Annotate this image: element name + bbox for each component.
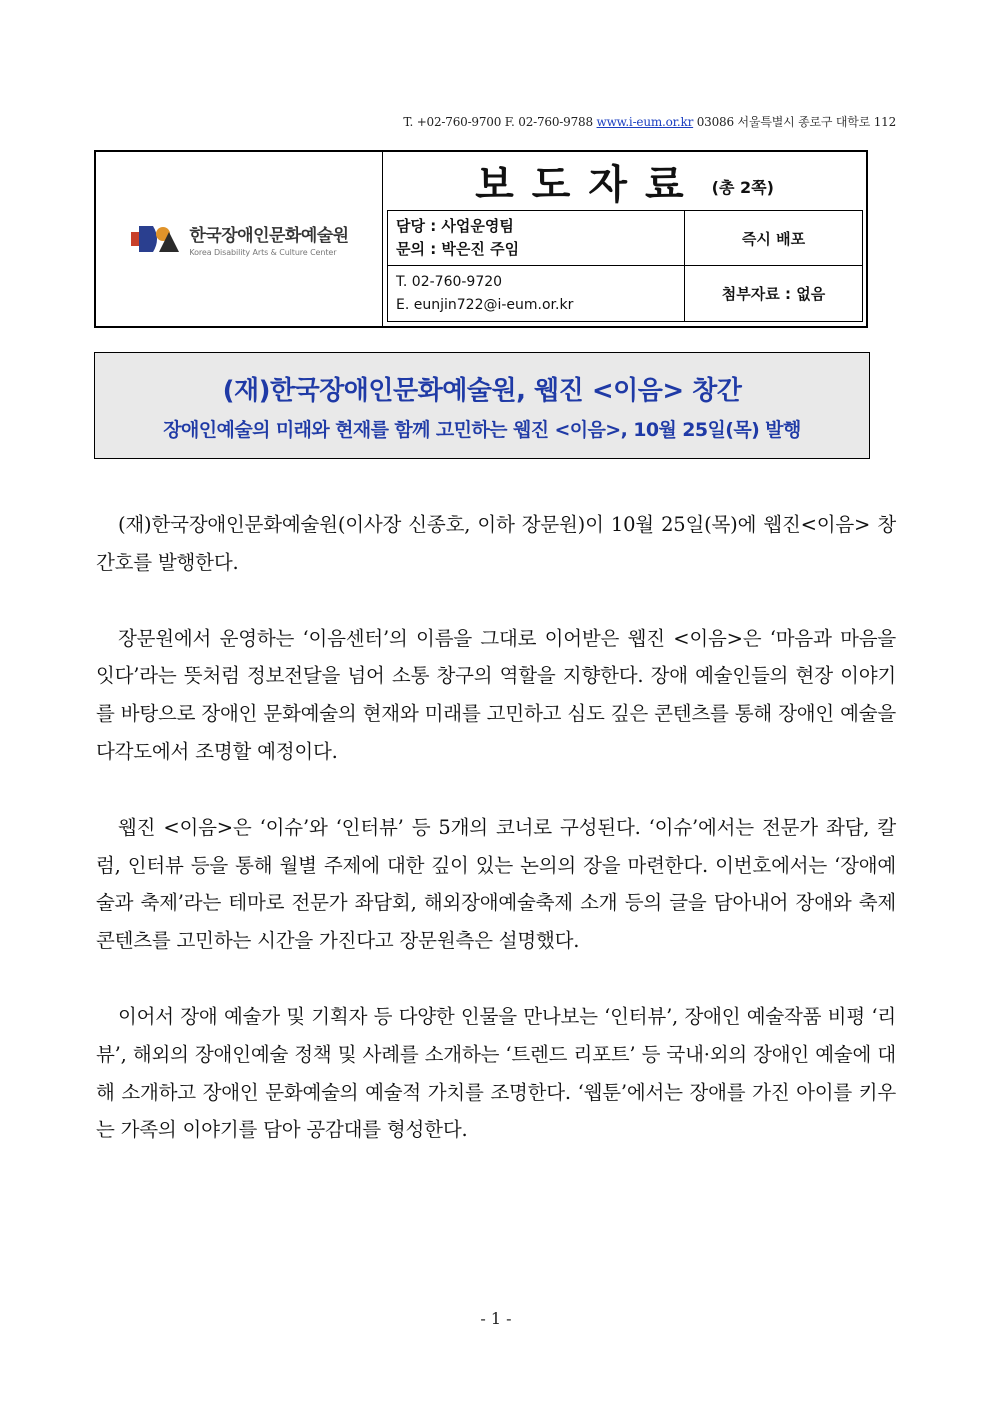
headline-sub: 장애인예술의 미래와 현재를 함께 고민하는 웹진 <이음>, 10월 25일(목) 발행: [163, 418, 801, 441]
attachments-label: 첨부자료 : 없음: [721, 285, 826, 303]
header-box: [94, 150, 868, 328]
phone-number: T. 02-760-9720: [396, 273, 503, 290]
paragraph: 웹진 <이음>은 ‘이슈’와 ‘인터뷰’ 등 5개의 코너로 구성된다. ‘이슈’에서는 전문가 좌담, 칼럼, 인터뷰 등을 통해 월별 주제에 대한 깊이 있는 논의의 장을 마련한다. 이번호에서는 ‘장애예술과 축제’라는 테마로 전문가 좌담회, 해외장애예술축제 소개 등의 글을 담아내어 장애와 축제 콘텐츠를 고민하는 시간을 가진다고 장문원측은 설명했다.: [96, 815, 896, 953]
attachments-cell: [685, 266, 862, 321]
contact-phone: T. +02-760-9700 F. 02-760-9788: [403, 115, 593, 129]
team-label: 담당 : 사업운영팀: [396, 217, 514, 235]
headline-box: [94, 352, 870, 459]
email-address[interactable]: E. eunjin722@i-eum.or.kr: [396, 296, 574, 313]
header-right: [383, 152, 866, 326]
website-link[interactable]: www.i-eum.or.kr: [596, 115, 694, 129]
paragraph: 장문원에서 운영하는 ‘이음센터’의 이름을 그대로 이어받은 웹진 <이음>은 ‘마음과 마음을 잇다’라는 뜻처럼 정보전달을 넘어 소통 창구의 역할을 지향한다. 장애 예술인들의 현장 이야기를 바탕으로 장애인 문화예술의 현재와 미래를 고민하고 심도 깊은 콘텐츠를 통해 장애인 예술을 다각도에서 조명할 예정이다.: [96, 626, 896, 763]
document-title: 보도자료: [475, 161, 702, 208]
page-count: (총 2쪽): [711, 177, 774, 197]
release-type: 즉시 배포: [741, 229, 806, 248]
paragraph: 이어서 장애 예술가 및 기획자 등 다양한 인물을 만나보는 ‘인터뷰’, 장애인 예술작품 비평 ‘리뷰’, 해외의 장애인예술 정책 및 사례를 소개하는 ‘트렌드 리포트’ 등 국내·외의 장애인 예술에 대해 소개하고 장애인 문화예술의 예술적 가치를 조명한다. ‘웹툰’에서는 장애를 가진 아이를 키우는 가족의 이야기를 담아 공감대를 형성한다.: [96, 1004, 896, 1142]
release-cell: [685, 211, 862, 266]
contact-person: 문의 : 박은진 주임: [396, 240, 520, 258]
logo-cell: [96, 152, 383, 326]
logo-name-en: Korea Disability Arts & Culture Center: [189, 248, 337, 257]
page-number: - 1 -: [480, 1309, 512, 1328]
team-contact-cell: [388, 211, 685, 266]
info-grid: [387, 210, 863, 322]
contact-line: [403, 113, 896, 130]
contact-address: 03086 서울특별시 종로구 대학로 112: [696, 115, 896, 129]
organization-logo: [129, 221, 348, 257]
phone-email-cell: [388, 266, 685, 321]
headline-main: (재)한국장애인문화예술원, 웹진 <이음> 창간: [222, 375, 742, 406]
logo-mark-icon: [129, 222, 181, 256]
body-text: [96, 506, 896, 1187]
title-row: [383, 152, 866, 210]
paragraph: (재)한국장애인문화예술원(이사장 신종호, 이하 장문원)이 10월 25일(목)에 웹진<이음> 창간호를 발행한다.: [96, 513, 896, 574]
logo-name-kr: 한국장애인문화예술원: [189, 226, 349, 246]
